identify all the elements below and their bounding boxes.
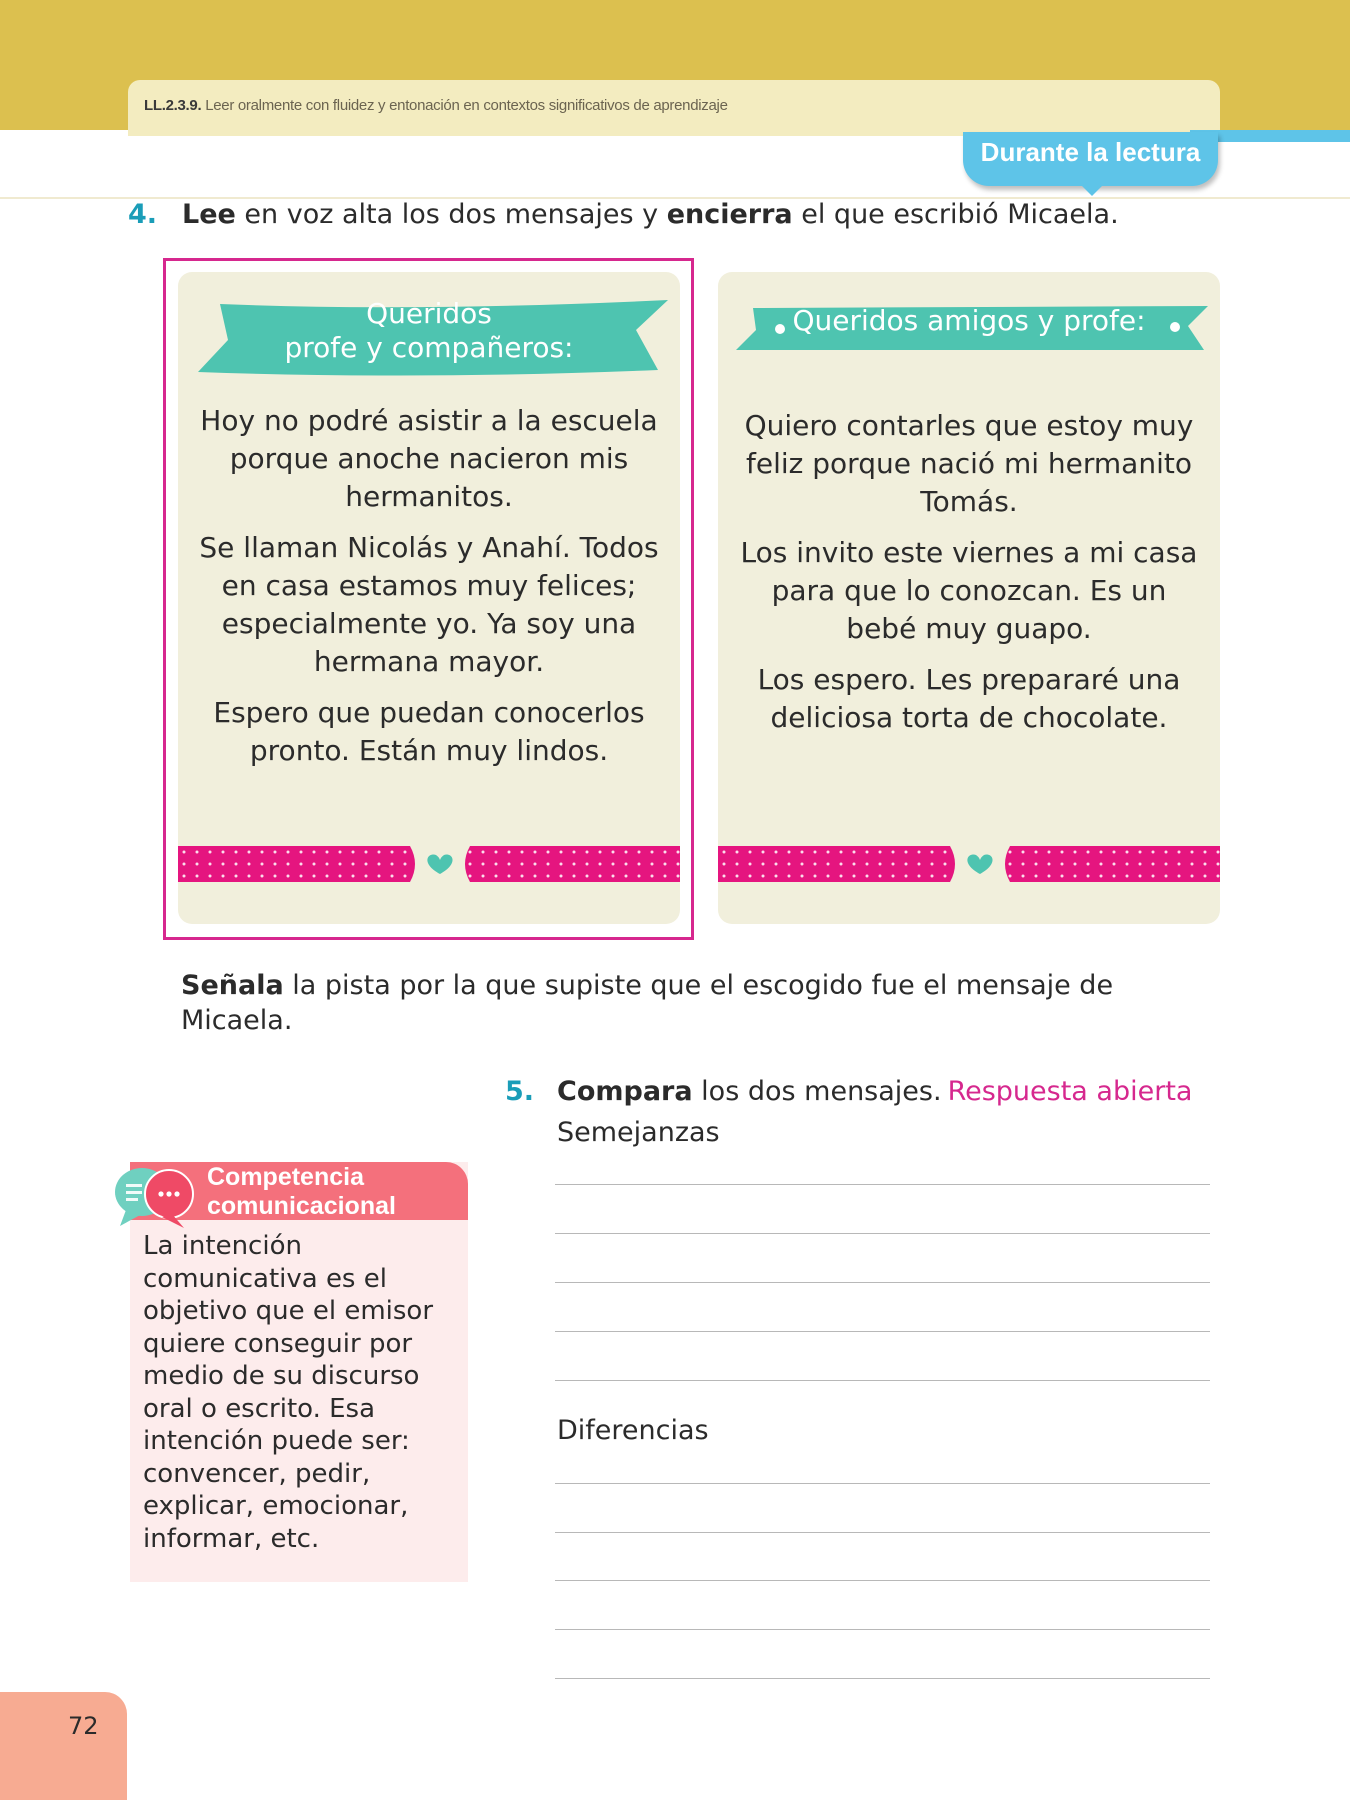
writing-line[interactable] xyxy=(555,1678,1210,1679)
writing-line[interactable] xyxy=(555,1629,1210,1630)
message-paragraph: Hoy no podré asistir a la escuela porque anoche nacieron mis hermanitos. xyxy=(200,404,658,513)
activity-number: 5. xyxy=(505,1076,535,1107)
activity-number: 4. xyxy=(128,199,158,230)
competence-title-line-2: comunicacional xyxy=(207,1192,396,1220)
banner-line-1: Queridos xyxy=(366,297,492,330)
message-paragraph: Quiero contarles que estoy muy feliz porque nació mi hermanito Tomás. xyxy=(744,409,1194,518)
message-body xyxy=(738,407,1200,750)
competence-text: La intención comunicativa es el objetivo que el emisor quiere conseguir por medio de su discurso oral o escrito. Esa intención puede ser: convencer, pedir, explicar, emocionar, informar, etc. xyxy=(143,1231,434,1554)
message-body xyxy=(198,402,660,783)
differences-label: Diferencias xyxy=(557,1415,709,1446)
answer-note: Respuesta abierta xyxy=(947,1076,1193,1107)
curriculum-standard-box xyxy=(128,80,1220,136)
message-paragraph: Los espero. Les prepararé una deliciosa torta de chocolate. xyxy=(757,663,1181,734)
writing-line[interactable] xyxy=(555,1580,1210,1581)
page-number: 72 xyxy=(68,1712,99,1740)
section-tab: Durante la lectura xyxy=(963,132,1218,186)
standard-code: LL.2.3.9. xyxy=(144,97,202,114)
banner-line: Queridos amigos y profe: xyxy=(792,304,1146,337)
competence-title-line-1: Competencia xyxy=(207,1163,364,1191)
writing-line[interactable] xyxy=(555,1331,1210,1332)
instruction-verb: Señala xyxy=(181,970,284,1001)
writing-line[interactable] xyxy=(555,1532,1210,1533)
standard-text: Leer oralmente con fluidez y entonación en contextos significativos de aprendizaje xyxy=(205,97,728,114)
instruction-text: el que escribió Micaela. xyxy=(792,199,1119,230)
writing-line[interactable] xyxy=(555,1380,1210,1381)
speech-bubbles-icon xyxy=(112,1160,202,1232)
activity-5-instruction xyxy=(505,1072,1225,1112)
message-paragraph: Los invito este viernes a mi casa para que lo conozcan. Es un bebé muy guapo. xyxy=(740,536,1198,645)
instruction-verb: Compara xyxy=(557,1076,693,1107)
dotted-ribbon xyxy=(718,846,1220,882)
writing-line[interactable] xyxy=(555,1483,1210,1484)
page-number-tab xyxy=(0,1692,127,1800)
instruction-verb: Lee xyxy=(182,199,236,230)
message-paragraph: Se llaman Nicolás y Anahí. Todos en casa estamos muy felices; especialmente yo. Ya soy una hermana mayor. xyxy=(199,531,659,678)
instruction-text: la pista por la que supiste que el escogido fue el mensaje de Micaela. xyxy=(181,970,1114,1036)
message-card-left[interactable] xyxy=(178,272,680,924)
similarities-label: Semejanzas xyxy=(557,1117,720,1148)
message-card-right[interactable] xyxy=(718,272,1220,924)
clue-instruction xyxy=(181,968,1231,1038)
curriculum-standard xyxy=(144,97,728,114)
activity-4-instruction xyxy=(128,195,1119,235)
message-paragraph: Espero que puedan conocerlos pronto. Están muy lindos. xyxy=(213,696,645,767)
banner-line-2: profe y compañeros: xyxy=(284,331,574,364)
writing-line[interactable] xyxy=(555,1233,1210,1234)
dotted-ribbon xyxy=(178,846,680,882)
instruction-text: los dos mensajes. xyxy=(692,1076,942,1107)
writing-line[interactable] xyxy=(555,1184,1210,1185)
writing-line[interactable] xyxy=(555,1282,1210,1283)
instruction-verb: encierra xyxy=(666,199,793,230)
instruction-text: en voz alta los dos mensajes y xyxy=(235,199,667,230)
competence-title xyxy=(207,1163,467,1221)
